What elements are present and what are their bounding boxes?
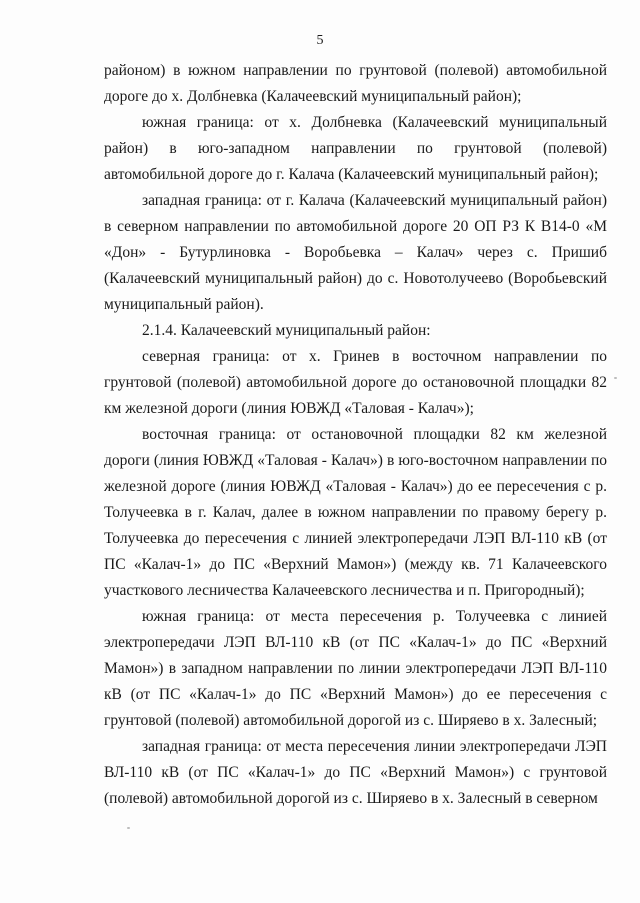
paragraph-continuation: районом) в южном направлении по грунтовой (полевой) автомобильной дороге до х. Долбневка (Калачеевский муниципальный район); <box>104 62 607 105</box>
paragraph-south-border-2: южная граница: от места пересечения р. Толучеевка с линией электропередачи ЛЭП ВЛ-110 кВ (от ПС «Калач-1» до ПС «Верхний Мамон») в западном направлении по линии электропередачи ЛЭП ВЛ-110 кВ (от ПС «Калач-1» до ПС «Верхний Мамон») до ее пересечения с грунтовой (полевой) автомобильной дорогой из с. Ширяево в х. Залесный; <box>104 608 607 729</box>
scan-speck <box>614 377 617 379</box>
document-body <box>104 58 607 812</box>
scan-speck <box>127 827 130 829</box>
section-heading: 2.1.4. Калачеевский муниципальный район: <box>142 322 431 339</box>
page-number: 5 <box>316 33 324 48</box>
paragraph-north-border: северная граница: от х. Гринев в восточном направлении по грунтовой (полевой) автомобильной дороге до остановочной площадки 82 км железной дороги (линия ЮВЖД «Таловая - Калач»); <box>104 348 607 417</box>
paragraph-south-border-1: южная граница: от х. Долбневка (Калачеевский муниципальный район) в юго-западном направлении по грунтовой (полевой) автомобильной дороге до г. Калача (Калачеевский муниципальный район); <box>104 114 607 183</box>
paragraph-west-border-1: западная граница: от г. Калача (Калачеевский муниципальный район) в северном направлении по автомобильной дороге 20 ОП РЗ К В14-0 «М «Дон» - Бутурлиновка - Воробьевка – Калач» через с. Пришиб (Калачеевский муниципальный район) до с. Новотолучеево (Воробьевский муниципальный район). <box>104 192 607 313</box>
paragraph-west-border-2: западная граница: от места пересечения линии электропередачи ЛЭП ВЛ-110 кВ (от ПС «Калач-1» до ПС «Верхний Мамон») с грунтовой (полевой) автомобильной дорогой из с. Ширяево в х. Залесный в северном <box>104 738 607 807</box>
paragraph-east-border: восточная граница: от остановочной площадки 82 км железной дороги (линия ЮВЖД «Таловая - Калач») в юго-восточном направлении по железной дороге (линия ЮВЖД «Таловая - Калач») до ее пересечения с р. Толучеевка в г. Калач, далее в южном направлении по правому берегу р. Толучеевка до пересечения с линией электропередачи ЛЭП ВЛ-110 кВ (от ПС «Калач-1» до ПС «Верхний Мамон») (между кв. 71 Калачеевского участкового лесничества Калачеевского лесничества и п. Пригородный); <box>104 426 607 599</box>
